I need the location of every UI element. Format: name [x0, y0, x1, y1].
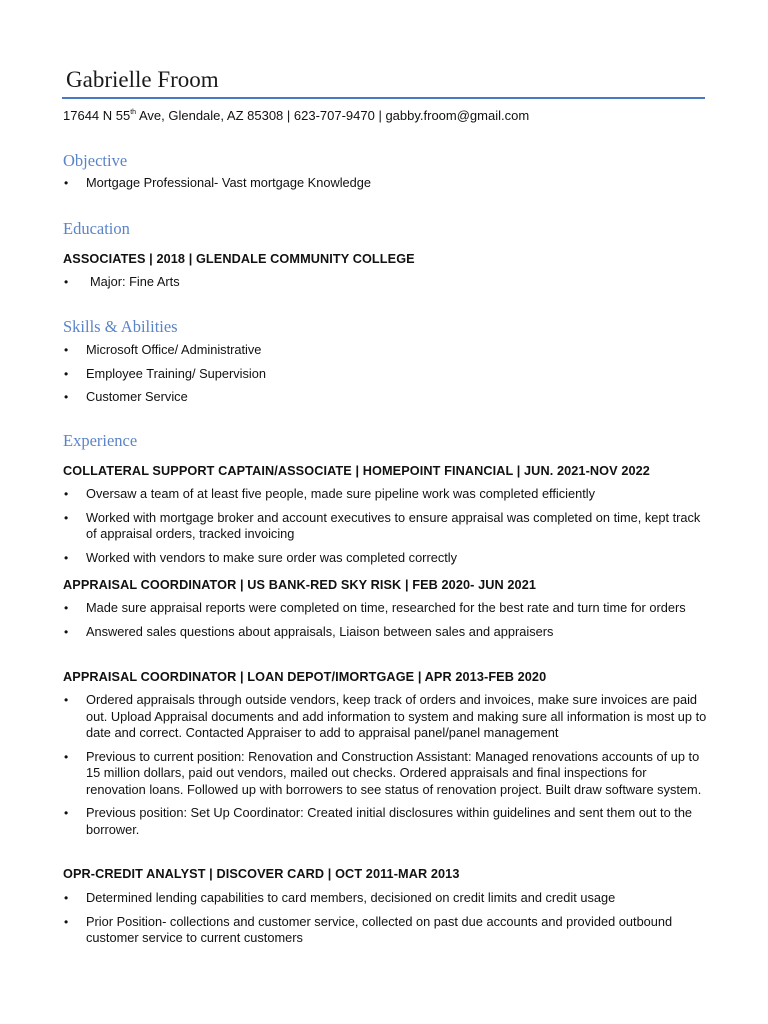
job-title: COLLATERAL SUPPORT CAPTAIN/ASSOCIATE | HOMEPOINT FINANCIAL | JUN. 2021-NOV 2022 [63, 464, 650, 478]
education-list [63, 274, 708, 298]
job-bullet: • Determined lending capabilities to card members, decisioned on credit limits and credit usage [63, 890, 708, 907]
job-bullet: • Prior Position- collections and customer service, collected on past due accounts and provided outbound customer service to current customers [63, 914, 708, 947]
skill-item: • Customer Service [63, 389, 708, 406]
contact-details: Ave, Glendale, AZ 85308 | 623-707-9470 | gabby.froom@gmail.com [136, 108, 530, 123]
job-bullet: • Made sure appraisal reports were completed on time, researched for the best rate and turn time for orders [63, 600, 708, 617]
job-bullet: • Previous to current position: Renovation and Construction Assistant: Managed renovations accounts of up to 15 million dollars, paid out vendors, mailed out checks. Ordered appraisals and final inspections for renovation loans. Followed up with borrowers to see status of renovation project. Built draw software system. [63, 749, 708, 799]
education-item: • Major: Fine Arts [63, 274, 708, 291]
section-heading-education: Education [63, 219, 130, 238]
skills-list [63, 342, 708, 413]
resume-name: Gabrielle Froom [66, 67, 219, 92]
contact-line [63, 107, 529, 124]
skill-item: • Employee Training/ Supervision [63, 366, 708, 383]
job-bullet: • Oversaw a team of at least five people, made sure pipeline work was completed efficiently [63, 486, 708, 503]
job-bullet: • Previous position: Set Up Coordinator: Created initial disclosures within guidelines and sent them out to the borrower. [63, 805, 708, 838]
section-heading-experience: Experience [63, 431, 138, 450]
job-title: OPR-CREDIT ANALYST | DISCOVER CARD | OCT 2011-MAR 2013 [63, 867, 460, 881]
job-bullet: • Worked with mortgage broker and account executives to ensure appraisal was completed on time, kept track of appraisal orders, tracked invoicing [63, 510, 708, 543]
contact-address-suffix: th [130, 109, 137, 116]
section-heading-skills: Skills & Abilities [63, 317, 178, 336]
job-title: APPRAISAL COORDINATOR | LOAN DEPOT/IMORTGAGE | APR 2013-FEB 2020 [63, 670, 547, 684]
objective-list [63, 175, 708, 199]
contact-address-start: 17644 N 55 [63, 108, 131, 123]
job-bullet: • Answered sales questions about appraisals, Liaison between sales and appraisers [63, 624, 708, 641]
job-title: APPRAISAL COORDINATOR | US BANK-RED SKY RISK | FEB 2020- JUN 2021 [63, 578, 537, 592]
job-bullets [63, 600, 708, 647]
job-bullets [63, 692, 708, 845]
skill-item: • Microsoft Office/ Administrative [63, 342, 708, 359]
education-entry-title: ASSOCIATES | 2018 | GLENDALE COMMUNITY COLLEGE [63, 252, 415, 266]
job-bullet: • Ordered appraisals through outside vendors, keep track of orders and invoices, make sure invoices are paid out. Upload Appraisal documents and add information to system and making sure all information is most up to date and correct. Contacted Appraiser to add to appraisal panel/panel management [63, 692, 708, 742]
section-heading-objective: Objective [63, 151, 128, 170]
objective-item: • Mortgage Professional- Vast mortgage Knowledge [63, 175, 708, 192]
header-rule [62, 97, 705, 99]
job-bullet: • Worked with vendors to make sure order was completed correctly [63, 550, 708, 567]
job-bullets [63, 890, 708, 954]
job-bullets [63, 486, 708, 573]
